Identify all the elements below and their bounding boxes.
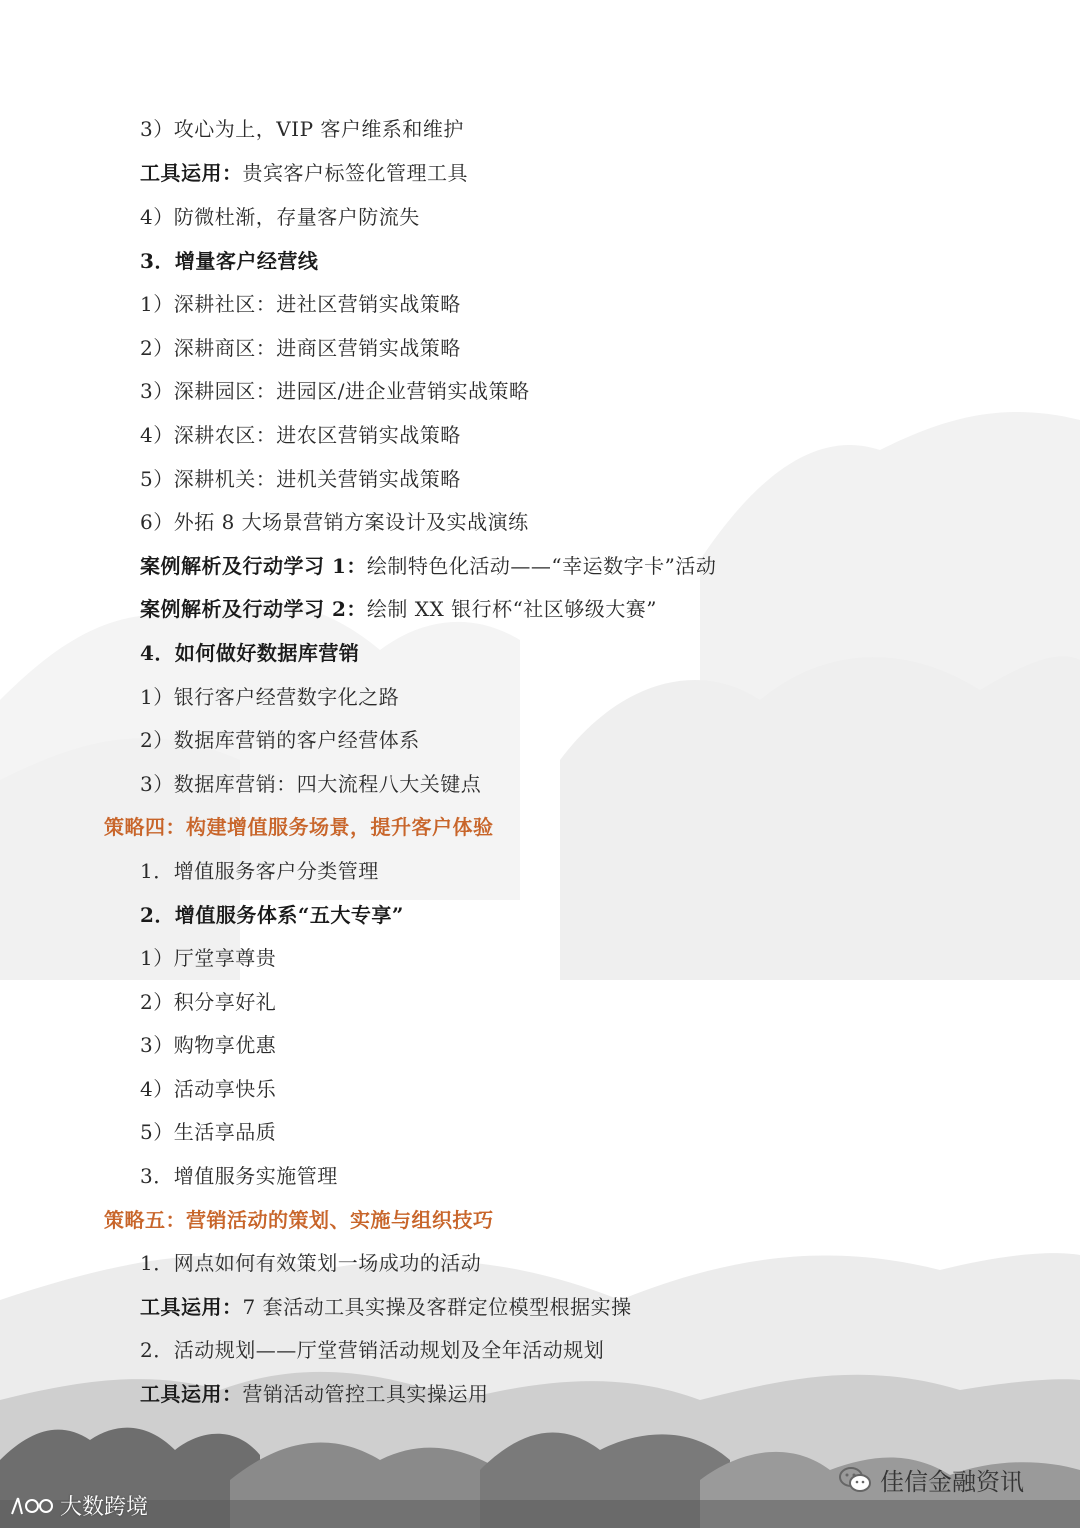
label-bold: 工具运用： <box>140 161 243 185</box>
watermark-right <box>838 1462 1024 1497</box>
list-item: 3．增值服务实施管理 <box>140 1164 338 1188</box>
list-item: 2）深耕商区：进商区营销实战策略 <box>140 336 461 360</box>
list-item: 1）银行客户经营数字化之路 <box>140 685 400 709</box>
label-bold: 工具运用： <box>140 1382 243 1406</box>
list-item: 4）活动享快乐 <box>140 1077 277 1101</box>
case-study-line <box>140 553 716 579</box>
case-study-line <box>140 596 657 622</box>
section-title: 2．增值服务体系“五大专享” <box>140 903 404 927</box>
watermark-right-text: 佳信金融资讯 <box>880 1468 1024 1496</box>
list-item: 4）防微杜渐，存量客户防流失 <box>140 205 420 229</box>
watermark-left <box>10 1490 148 1521</box>
list-item: 1）深耕社区：进社区营销实战策略 <box>140 292 461 316</box>
list-item: 4）深耕农区：进农区营销实战策略 <box>140 423 461 447</box>
list-item: 3）数据库营销：四大流程八大关键点 <box>140 772 482 796</box>
list-item: 5）深耕机关：进机关营销实战策略 <box>140 467 461 491</box>
list-item: 2）积分享好礼 <box>140 990 277 1014</box>
label-text: 绘制特色化活动——“幸运数字卡”活动 <box>366 554 717 578</box>
section-title: 4．如何做好数据库营销 <box>140 641 360 665</box>
list-item: 3）攻心为上，VIP 客户维系和维护 <box>140 117 464 141</box>
list-item: 1．增值服务客户分类管理 <box>140 859 379 883</box>
list-item: 2）数据库营销的客户经营体系 <box>140 728 420 752</box>
section-title: 3．增量客户经营线 <box>140 249 319 273</box>
list-item: 3）深耕园区：进园区/进企业营销实战策略 <box>140 379 530 403</box>
brand-logo-icon <box>10 1494 54 1518</box>
label-bold: 案例解析及行动学习 1： <box>140 554 367 578</box>
list-item: 2．活动规划——厅堂营销活动规划及全年活动规划 <box>140 1338 605 1362</box>
strategy-heading: 策略五：营销活动的策划、实施与组织技巧 <box>104 1208 494 1232</box>
tool-usage-line <box>140 1294 632 1320</box>
label-bold: 案例解析及行动学习 2： <box>140 597 367 621</box>
wechat-icon <box>838 1466 872 1494</box>
strategy-heading: 策略四：构建增值服务场景，提升客户体验 <box>104 815 494 839</box>
label-text: 贵宾客户标签化管理工具 <box>242 161 468 185</box>
list-item: 5）生活享品质 <box>140 1120 277 1144</box>
tool-usage-line <box>140 1381 489 1407</box>
watermark-left-text: 大数跨境 <box>60 1495 149 1520</box>
list-item: 3）购物享优惠 <box>140 1033 277 1057</box>
tool-usage-line <box>140 160 468 186</box>
list-item: 1）厅堂享尊贵 <box>140 946 277 970</box>
label-bold: 工具运用： <box>140 1295 243 1319</box>
label-text: 绘制 XX 银行杯“社区够级大赛” <box>366 597 658 621</box>
label-text: 营销活动管控工具实操运用 <box>242 1382 489 1406</box>
label-text: 7 套活动工具实操及客群定位模型根据实操 <box>242 1295 632 1319</box>
list-item: 1．网点如何有效策划一场成功的活动 <box>140 1251 482 1275</box>
list-item: 6）外拓 8 大场景营销方案设计及实战演练 <box>140 510 529 534</box>
